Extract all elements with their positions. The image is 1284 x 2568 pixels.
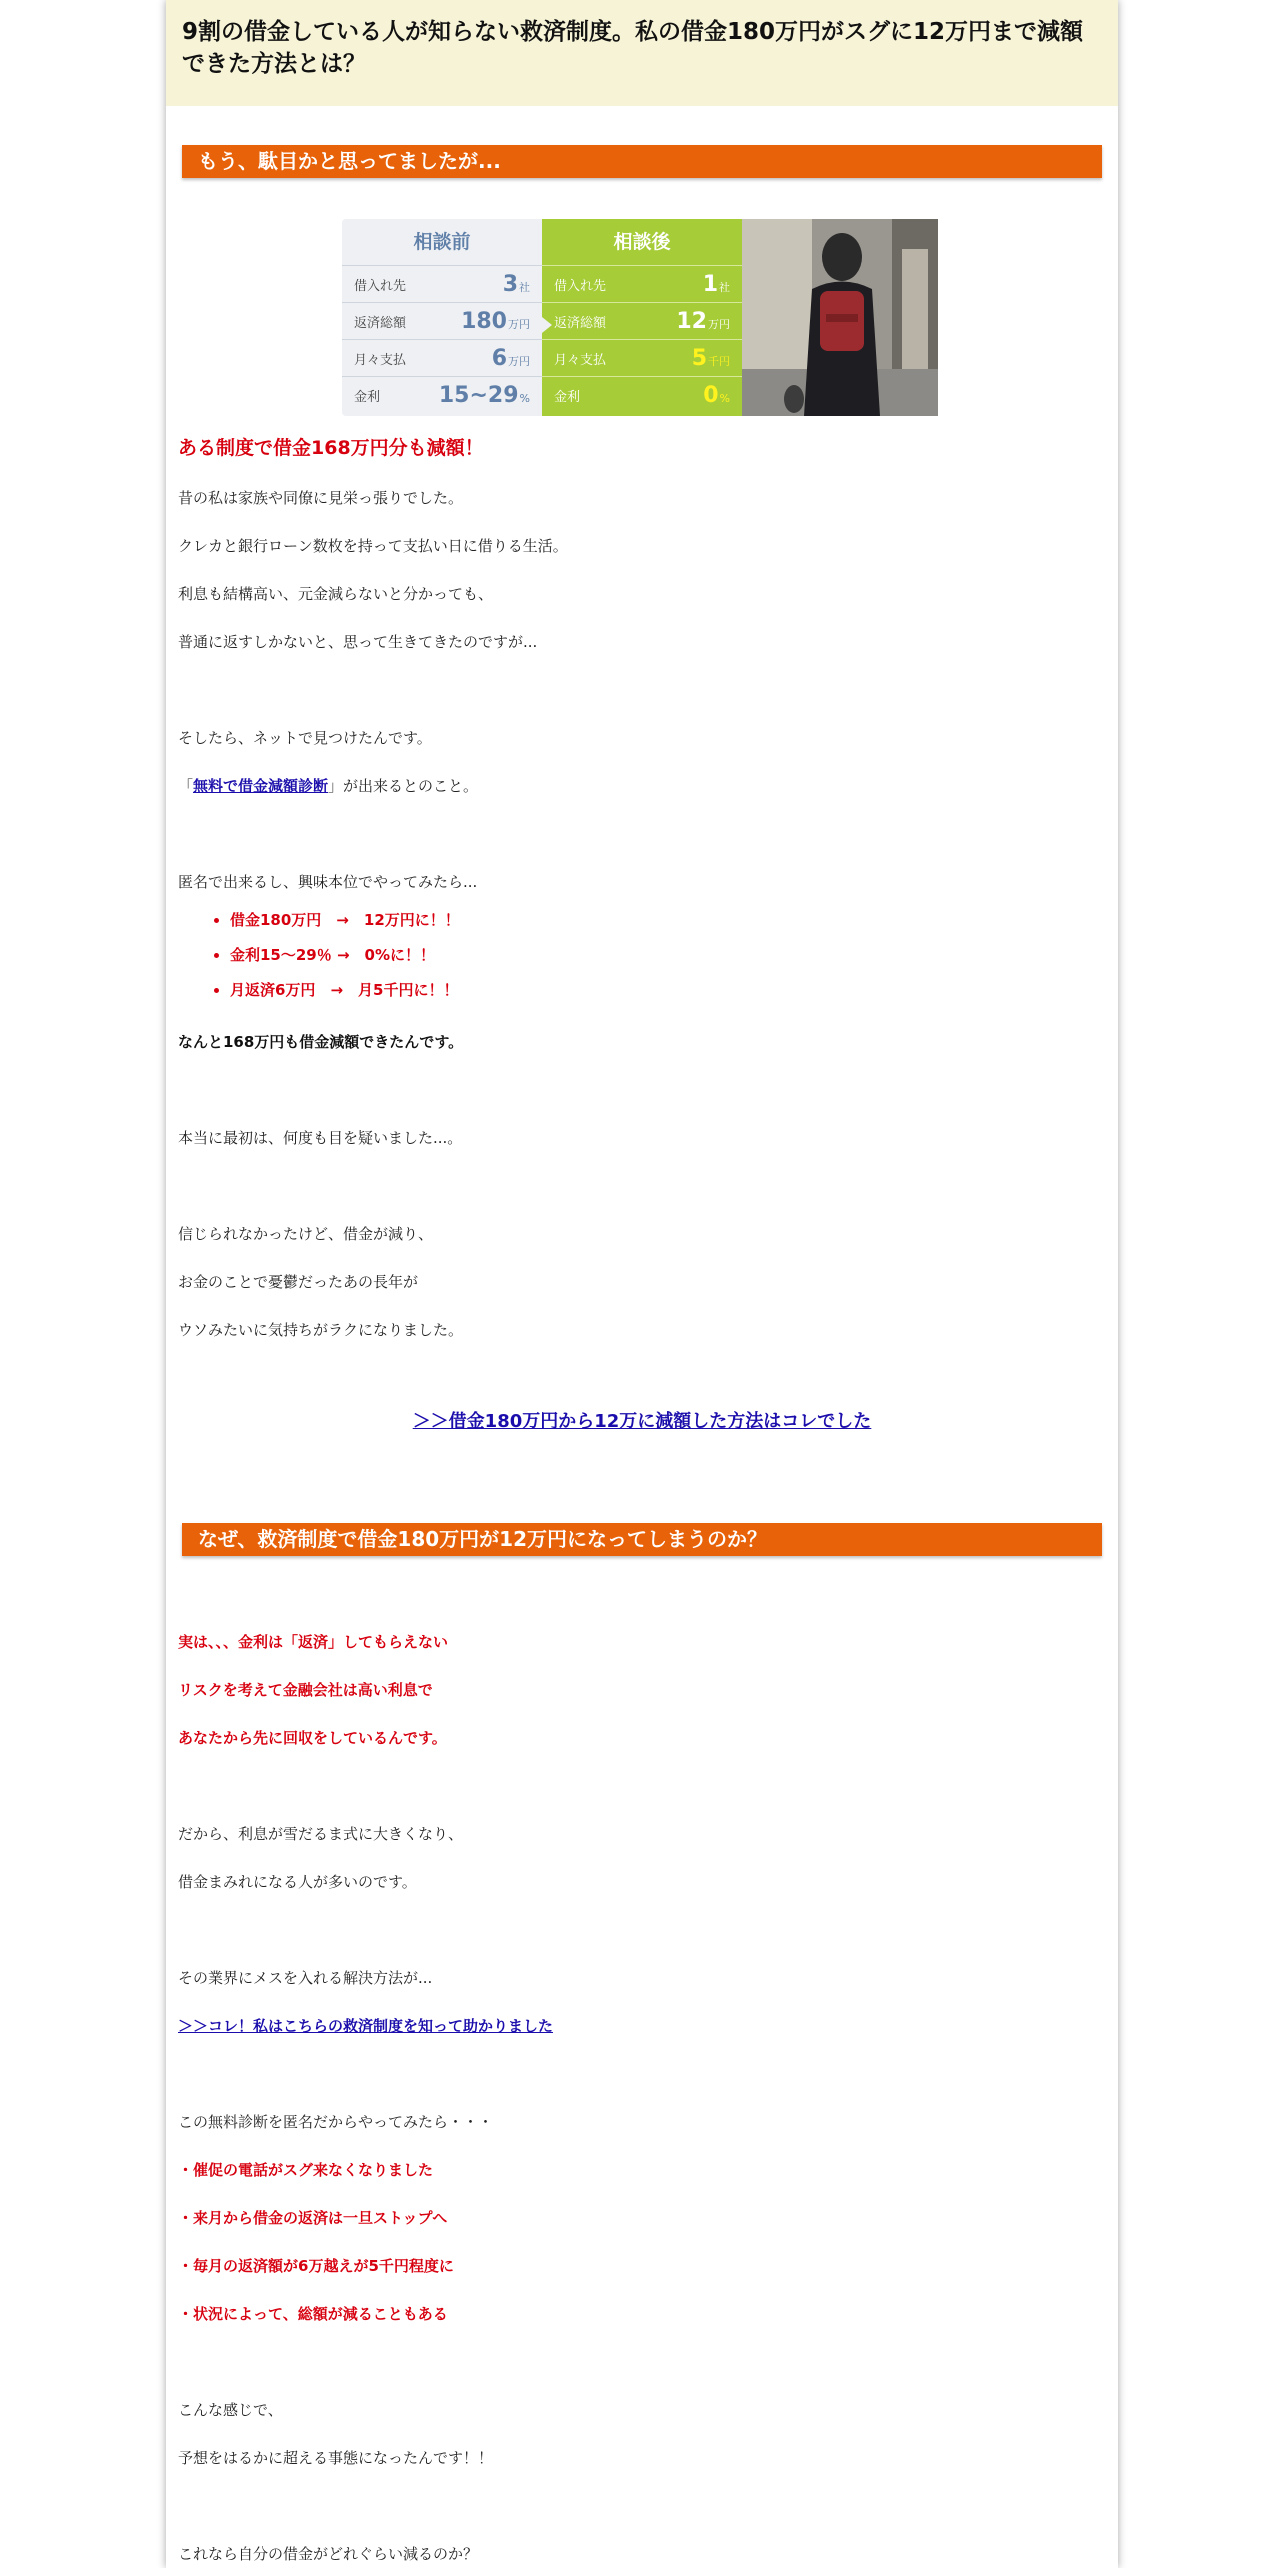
list-item: • 金利15〜29％ → 0%に！！	[230, 945, 460, 965]
paragraph-with-link	[178, 776, 478, 796]
paragraph: この無料診断を匿名だからやってみたら・・・	[178, 2113, 494, 2131]
section-heading-1: もう、駄目かと思ってましたが...	[182, 145, 1102, 178]
after-panel	[542, 219, 742, 416]
before-row	[342, 376, 542, 413]
paragraph: そしたら、ネットで見つけたんです。	[178, 729, 432, 747]
paragraph: 本当に最初は、何度も目を疑いました...。	[178, 1129, 463, 1147]
article-header	[166, 0, 1118, 106]
story-headline: ある制度で借金168万円分も減額！	[178, 437, 484, 459]
result-item: ・催促の電話がスグ来なくなりました	[178, 2161, 434, 2179]
section-heading-2: なぜ、救済制度で借金180万円が12万円になってしまうのか？	[182, 1523, 1102, 1556]
article-page	[166, 0, 1118, 2568]
row-value: 3	[502, 271, 518, 297]
row-unit: 万円	[508, 317, 530, 331]
row-unit: 社	[719, 280, 730, 294]
row-value: 0	[703, 382, 719, 408]
paragraph-red: リスクを考えて金融会社は高い利息で	[178, 1681, 433, 1699]
page-title: 9割の借金している人が知らない救済制度。私の借金180万円がスグに12万円まで減額できた方法とは？	[182, 19, 1084, 77]
quote-open: 「	[178, 777, 194, 795]
result-bullet-list	[178, 910, 460, 1015]
paragraph: お金のことで憂鬱だったあの長年が	[178, 1273, 419, 1291]
row-label: 金利	[554, 389, 581, 405]
person-photo	[742, 219, 938, 416]
row-label: 月々支払	[354, 352, 407, 368]
row-unit: %	[519, 391, 530, 405]
paragraph: だから、利息が雪だるま式に大きくなり、	[178, 1825, 464, 1843]
paragraph-link	[178, 2016, 553, 2036]
row-value: 5	[691, 345, 707, 371]
paragraph: 利息も結構高い、元金減らないと分かっても、	[178, 585, 494, 603]
before-title: 相談前	[413, 231, 471, 253]
paragraph: これなら自分の借金がどれぐらい減るのか？	[178, 2545, 479, 2563]
after-row	[542, 339, 742, 376]
row-label: 借入れ先	[554, 278, 607, 294]
after-row	[542, 302, 742, 339]
row-unit: %	[719, 391, 730, 405]
paragraph-red: あなたから先に回収をしているんです。	[178, 1729, 447, 1747]
row-value: 6	[491, 345, 507, 371]
row-value: 12	[676, 308, 707, 334]
person-with-backpack-image	[742, 219, 938, 416]
paragraph: その業界にメスを入れる解決方法が...	[178, 1969, 433, 1987]
paragraph: 信じられなかったけど、借金が減り、	[178, 1225, 434, 1243]
paragraph-bold: なんと168万円も借金減額できたんです。	[178, 1033, 464, 1051]
before-row	[342, 302, 542, 339]
paragraph: ウソみたいに気持ちがラクになりました。	[178, 1321, 464, 1339]
relief-system-link[interactable]: ＞＞コレ！私はこちらの救済制度を知って助かりました	[178, 2017, 554, 2035]
row-unit: 万円	[508, 354, 530, 368]
free-diagnosis-link[interactable]: 無料で借金減額診断	[193, 777, 329, 795]
before-row	[342, 339, 542, 376]
after-title: 相談後	[613, 231, 671, 253]
result-item: ・来月から借金の返済は一旦ストップへ	[178, 2209, 448, 2227]
paragraph: 昔の私は家族や同僚に見栄っ張りでした。	[178, 489, 464, 507]
list-item: • 借金180万円 → 12万円に！！	[230, 910, 460, 930]
row-unit: 社	[519, 280, 530, 294]
row-value: 1	[702, 271, 718, 297]
paragraph: 借金まみれになる人が多いのです。	[178, 1873, 417, 1891]
before-panel	[342, 219, 542, 416]
paragraph: 予想をはるかに超える事態になったんです！！	[178, 2449, 494, 2467]
before-row	[342, 265, 542, 302]
row-label: 借入れ先	[354, 278, 407, 294]
row-label: 返済総額	[554, 315, 607, 331]
row-label: 返済総額	[354, 315, 407, 331]
paragraph: クレカと銀行ローン数枚を持って支払い日に借りる生活。	[178, 537, 568, 555]
cta-link-wrapper	[166, 1410, 1118, 1434]
after-row	[542, 265, 742, 302]
cta-link[interactable]: ＞＞借金180万円から12万に減額した方法はコレでした	[412, 1411, 872, 1432]
row-label: 月々支払	[554, 352, 607, 368]
row-value: 15~29	[438, 382, 519, 408]
row-value: 180	[461, 308, 507, 334]
before-after-banner	[342, 219, 942, 416]
paragraph: こんな感じで、	[178, 2401, 283, 2419]
after-row	[542, 376, 742, 413]
list-item: • 月返済6万円 → 月5千円に！！	[230, 980, 460, 1000]
paragraph-text: 」が出来るとのこと。	[328, 777, 479, 795]
paragraph-red: 実は、、、金利は「返済」してもらえない	[178, 1633, 449, 1651]
paragraph: 普通に返すしかないと、思って生きてきたのですが...	[178, 633, 538, 651]
row-unit: 万円	[708, 317, 730, 331]
result-item: ・状況によって、総額が減ることもある	[178, 2305, 448, 2323]
row-label: 金利	[354, 389, 381, 405]
paragraph: 匿名で出来るし、興味本位でやってみたら...	[178, 873, 478, 891]
arrow-icon	[542, 317, 552, 333]
result-item: ・毎月の返済額が6万越えが5千円程度に	[178, 2257, 454, 2275]
row-unit: 千円	[708, 354, 730, 368]
